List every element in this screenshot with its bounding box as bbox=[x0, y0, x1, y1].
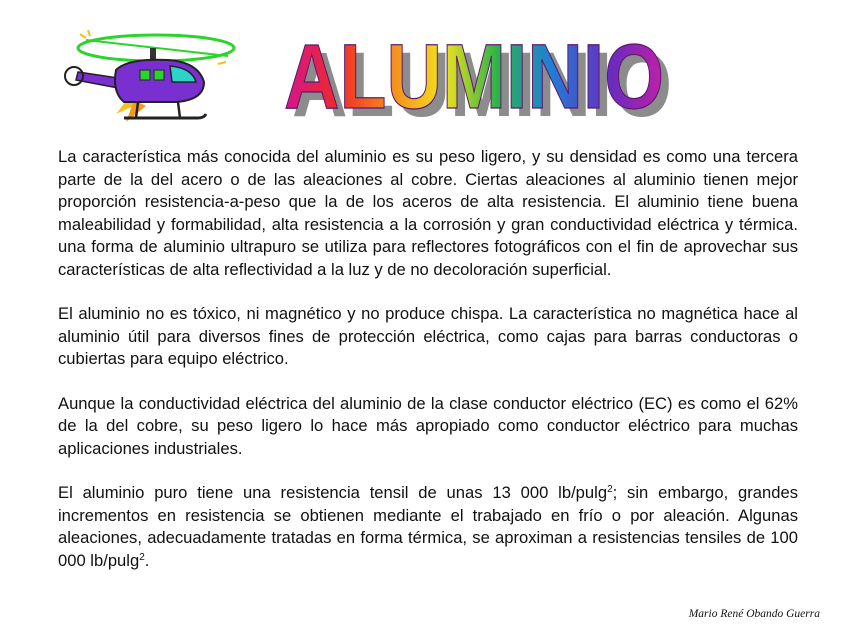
paragraph-3: Aunque la conductividad eléctrica del aluminio de la clase conductor eléctrico (EC) es como el 62% de la del cobre, su peso ligero lo hace más apropiado como conductor eléctrico para muchas aplicaciones industriales. bbox=[58, 393, 798, 458]
superscript-2: 2 bbox=[139, 551, 145, 563]
superscript-2: 2 bbox=[607, 484, 613, 495]
paragraph-2: El aluminio no es tóxico, ni magnético y no produce chispa. La característica no magnética hace al aluminio útil para diversos fines de protección eléctrica, como cajas para barras conductoras o cubiertas para equipo eléctrico. bbox=[58, 304, 798, 368]
paragraph-4-part-3: . bbox=[144, 550, 150, 570]
paragraph-1: La característica más conocida del aluminio es su peso ligero, y su densidad es como una tercera parte de la del acero o de las aleaciones al cobre. Ciertas aleaciones al aluminio tienen mejor proporción resistencia-a-peso que la de los aceros de alta resistencia. El aluminio tiene buena maleabilidad y formabilidad, alta resistencia a la corrosión y gran conductividad eléctrica y térmica. una forma de aluminio ultrapuro se utiliza para reflectores fotográficos con el fin de aprovechar sus características de alta reflectividad a la luz y de no decoloración superficial. bbox=[58, 147, 798, 279]
title-wordart bbox=[268, 14, 688, 134]
paragraph-4-part-1: El aluminio puro tiene una resistencia tensil de unas 13 000 lb/pulg bbox=[58, 483, 608, 502]
title-shadow: ALUMINIO bbox=[292, 34, 672, 134]
paragraph-4-part-2: ; sin embargo, grandes incrementos en resistencia se obtienen mediante el trabajado en frío o por aleación. Algunas aleaciones, adecuadamente tratadas en forma térmica, se aproximan a resistencias tensiles de 100 000 lb/pulg bbox=[58, 483, 798, 570]
page-title bbox=[268, 14, 688, 134]
title-text: ALUMINIO bbox=[284, 26, 664, 128]
helicopter-icon bbox=[58, 26, 238, 132]
paragraph-4 bbox=[58, 482, 798, 572]
author-credit: Mario René Obando Guerra bbox=[688, 608, 820, 620]
body-text bbox=[58, 146, 798, 594]
